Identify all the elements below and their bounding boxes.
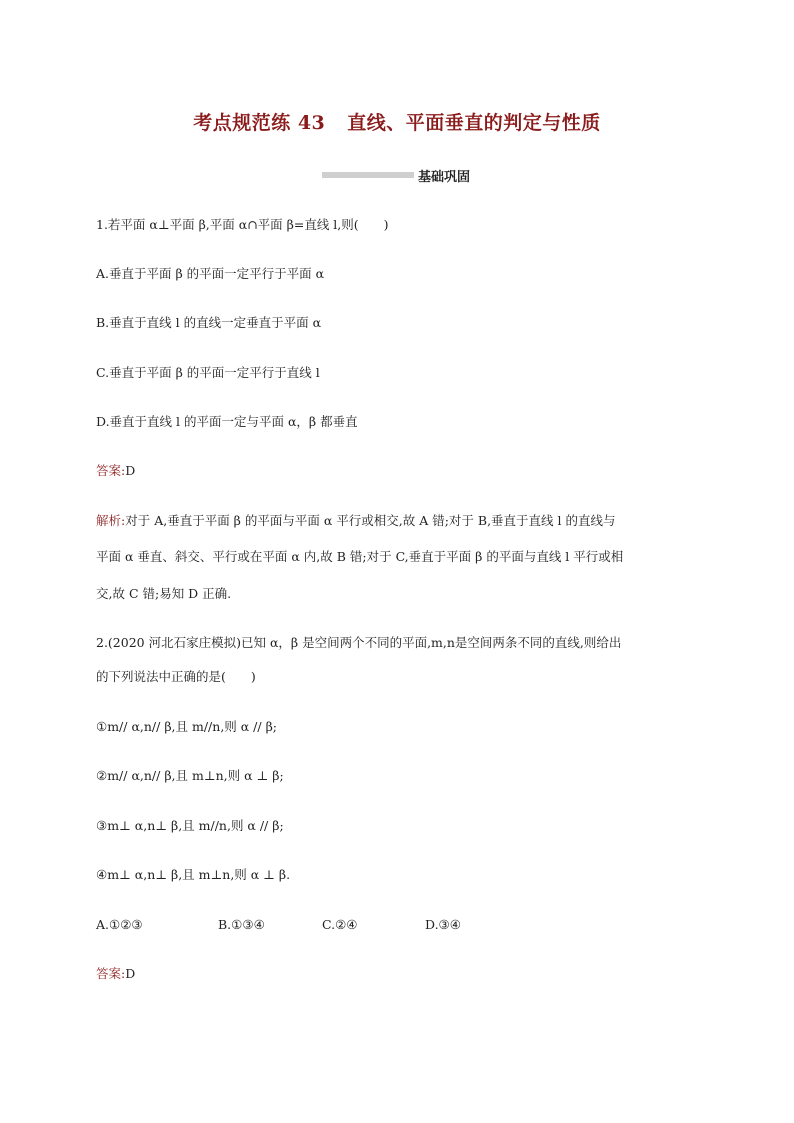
q2-choice-d: D.③④ <box>425 917 461 932</box>
q1-analysis-line-2: 平面 α 垂直、斜交、平行或在平面 α 内,故 B 错;对于 C,垂直于平面 β 的平面与直线 l 平行或相 <box>96 549 624 564</box>
analysis-text: 对于 A,垂直于平面 β 的平面与平面 α 平行或相交,故 A 错;对于 B,垂直于直线 l 的直线与 <box>125 513 616 528</box>
section-header <box>322 165 470 185</box>
q2-choice-c: C.②④ <box>322 917 358 932</box>
q2-choices <box>96 916 461 934</box>
q2-choice-a: A.①②③ <box>96 917 143 932</box>
q2-answer <box>96 965 135 983</box>
q1-stem: 1.若平面 α⊥平面 β,平面 α∩平面 β=直线 l,则( ) <box>96 217 389 232</box>
q2-statement-2: ②m// α,n// β,且 m⊥n,则 α ⊥ β; <box>96 768 284 783</box>
title-main: 直线、平面垂直的判定与性质 <box>347 112 601 134</box>
answer-label: 答案: <box>96 966 126 981</box>
section-label: 基础巩固 <box>418 169 471 185</box>
q1-analysis-line-3: 交,故 C 错;易知 D 正确. <box>96 586 232 601</box>
q2-choice-b: B.①③④ <box>218 917 265 932</box>
q2-stem-line-2: 的下列说法中正确的是( ) <box>96 669 256 684</box>
q1-answer <box>96 462 135 480</box>
answer-value: D <box>125 966 136 981</box>
answer-label: 答案: <box>96 463 126 478</box>
q1-analysis-line-1 <box>96 512 616 530</box>
q1-option-a: A.垂直于平面 β 的平面一定平行于平面 α <box>96 266 325 281</box>
q2-statement-1: ①m// α,n// β,且 m//n,则 α // β; <box>96 719 278 734</box>
q1-option-d: D.垂直于直线 l 的平面一定与平面 α，β 都垂直 <box>96 414 358 429</box>
q2-statement-3: ③m⊥ α,n⊥ β,且 m//n,则 α // β; <box>96 818 284 833</box>
page-title <box>0 108 794 135</box>
q1-option-b: B.垂直于直线 l 的直线一定垂直于平面 α <box>96 315 322 330</box>
answer-value: D <box>125 463 136 478</box>
section-bar-decoration <box>322 172 414 178</box>
analysis-label: 解析: <box>96 513 126 528</box>
q2-stem-line-1: 2.(2020 河北石家庄模拟)已知 α，β 是空间两个不同的平面,m,n是空间两条不同的直线,则给出 <box>96 635 622 650</box>
title-prefix: 考点规范练 43 <box>193 112 326 134</box>
q1-option-c: C.垂直于平面 β 的平面一定平行于直线 l <box>96 365 320 380</box>
q2-statement-4: ④m⊥ α,n⊥ β,且 m⊥n,则 α ⊥ β. <box>96 867 291 882</box>
